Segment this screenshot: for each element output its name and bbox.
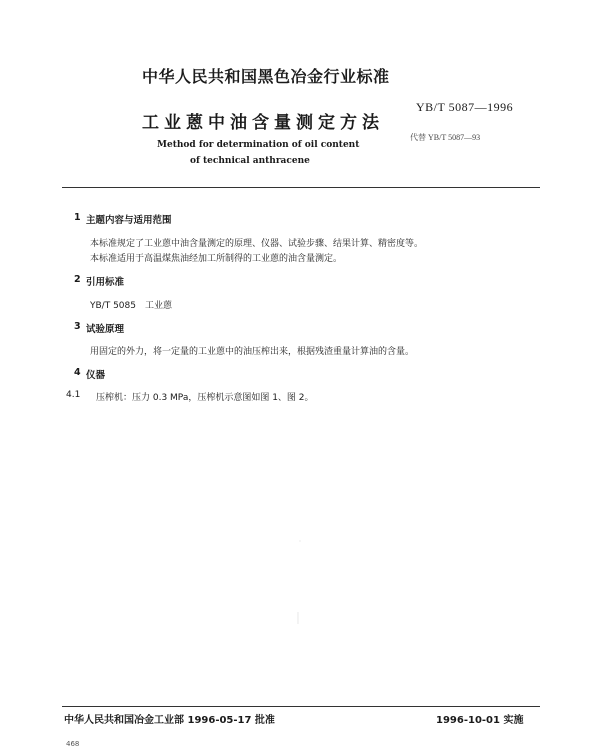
- section-3-number: 3: [74, 321, 81, 332]
- section-4-number: 4: [74, 367, 81, 378]
- section-3-paragraph-1: 用固定的外力，将一定量的工业蒽中的油压榨出来，根据残渣重量计算油的含量。: [90, 347, 415, 357]
- page-number: 468: [66, 740, 80, 748]
- subsection-4-1-number: 4.1: [66, 390, 81, 400]
- section-2-paragraph-1: YB/T 5085 工业蒽: [90, 301, 172, 311]
- implementation-date: 1996-10-01 实施: [436, 715, 524, 726]
- section-1-number: 1: [74, 212, 81, 223]
- section-2-title: 引用标准: [86, 277, 125, 288]
- approval-line: 中华人民共和国冶金工业部 1996-05-17 批准: [64, 715, 275, 726]
- section-2-number: 2: [74, 274, 81, 285]
- header-divider: [62, 187, 540, 188]
- standard-code: YB/T 5087—1996: [416, 100, 514, 114]
- section-1-paragraph-2: 本标准适用于高温煤焦油经加工所制得的工业蒽的油含量测定。: [90, 254, 343, 264]
- section-4-title: 仪器: [86, 370, 106, 381]
- subsection-4-1-text: 压榨机：压力 0.3 MPa，压榨机示意图如图 1、图 2。: [96, 393, 314, 403]
- english-title-line-2: of technical anthracene: [190, 156, 310, 166]
- section-3-title: 试验原理: [86, 324, 125, 335]
- document-title: 工业蒽中油含量测定方法: [142, 113, 384, 133]
- footer-divider: [62, 706, 540, 707]
- section-1-paragraph-1: 本标准规定了工业蒽中油含量测定的原理、仪器、试验步骤、结果计算、精密度等。: [90, 239, 424, 249]
- issuing-organization: 中华人民共和国黑色冶金行业标准: [142, 67, 390, 86]
- replaces-standard: 代替 YB/T 5087—93: [410, 133, 481, 142]
- section-1-title: 主题内容与适用范围: [86, 215, 172, 226]
- english-title-line-1: Method for determination of oil content: [157, 140, 360, 150]
